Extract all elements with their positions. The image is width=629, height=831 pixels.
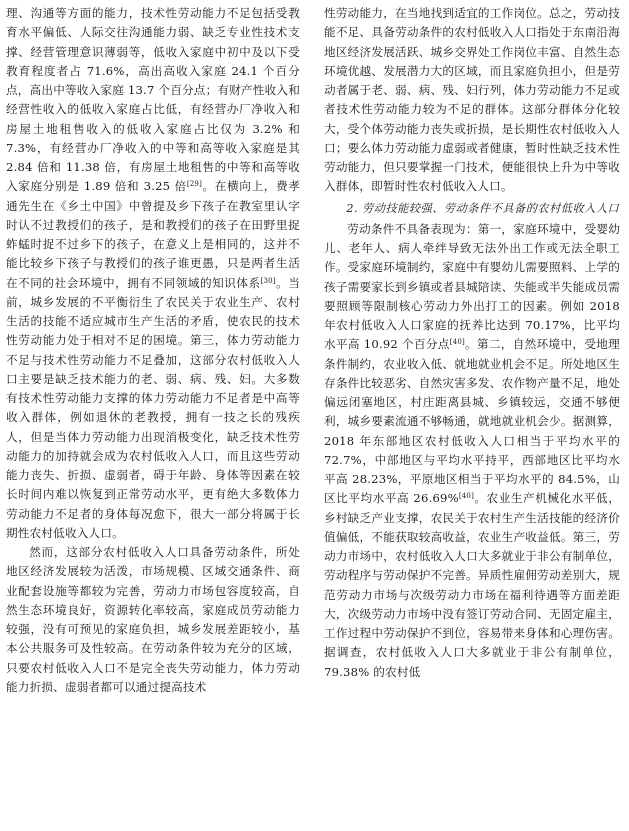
left-column bbox=[6, 4, 300, 697]
left-p1-text-c: 。当前，城乡发展的不平衡衍生了农民关于农业生产、农村生活的技能不适应城市生产生活的矛盾，使农民的技术性劳动能力处于相对不足的困境。第三，体力劳动能力不足与技术性劳动能力不足叠加，这部分农村低收入人口主要是缺乏技术能力的老、弱、病、残、妇。大多数有技术性劳动能力支撑的体力劳动能力不足者是中高等收入群体，例如退休的老教授，拥有一技之长的残疾人，但是当体力劳动能力出现消极变化，缺乏技术性劳动能力的加持就会成为农村低收入人口，而且这些劳动能力丧失、折损、虚弱者，碍于年龄、身体等因素在较长时间内难以恢复到正常劳动水平，更有绝大多数体力劳动能力不足者的身体每况愈下，很大一部分将属于长期性农村低收入人口。 bbox=[6, 275, 300, 540]
left-paragraph-2: 然而，这部分农村低收入人口具备劳动条件，所处地区经济发展较为活泼，市场规模、区域交通条件、商业配套设施等都较为完善，劳动力市场包容度较高，自然生态环境良好，资源转化率较高，家庭成员劳动能力较强，没有可预见的家庭负担，城乡发展差距较小，基本公共服务可及性较高。在劳动条件较为充分的区域，只要农村低收入人口不是完全丧失劳动能力，体力劳动能力折损、虚弱者都可以通过提高技术 bbox=[6, 545, 300, 694]
left-paragraph-1 bbox=[6, 4, 300, 543]
citation-29: [29] bbox=[186, 180, 202, 189]
citation-30: [30] bbox=[260, 276, 276, 285]
right-paragraph-1: 性劳动能力，在当地找到适宜的工作岗位。总之，劳动技能不足、具备劳动条件的农村低收入人口指处于东南沿海地区经济发展活跃、城乡交界处工作岗位丰富、自然生态环境优越、发展潜力大的区域，而且家庭负担小，但是劳动者属于老、弱、病、残、妇行列，体力劳动能力不足或者技术性劳动能力较为不足的群体。这部分群体分化较大，受个体劳动能力丧失或折损，是长期性农村低收入人口；要么体力劳动能力虚弱或者健康，暂时性缺乏技术性劳动能力，但只要掌握一门技术，便能很快上升为中等收入群体，即暂时性农村低收入人口。 bbox=[324, 6, 620, 194]
right-column bbox=[324, 4, 620, 682]
citation-40-a: [40] bbox=[449, 338, 465, 347]
right-paragraph-2 bbox=[324, 220, 620, 682]
left-p1-text-a: 理、沟通等方面的能力，技术性劳动能力不足包括受教育水平偏低、人际交往沟通能力弱、缺乏专业性技术支撑、经营管理意识薄弱等，低收入家庭中初中及以下受教育程度者占 71.6%，高出高收入家庭 24.1 个百分点，高出中等收入家庭 13.7 个百分点；有财产性收入和经营性收入的低收入家庭占比低，有经营办厂净收入和房屋土地租售收入的低收入家庭占比仅为 3.2% 和 7.3%，有经营办厂净收入的中等和高等收入家庭是其 2.84 倍和 11.38 倍，有房屋土地租售的中等和高等收入家庭分别是 1.89 倍和 3.25 倍 bbox=[6, 6, 300, 194]
left-p1-text-b: 。在横向上，费孝通先生在《乡土中国》中曾提及乡下孩子在教室里认字时认不过教授们的孩子，是和教授们的孩子在田野里捉蚱蜢时捉不过乡下的孩子，在意义上是相同的，这并不能比较乡下孩子与教授们的孩子谁更愚，只是两者生活在不同的社会环境中，拥有不同领域的知识体系 bbox=[6, 179, 300, 290]
section-heading: 2. 劳动技能较强、劳动条件不具备的农村低收入人口 bbox=[346, 201, 620, 215]
right-p2-text-b: 。第二，自然环境中，受地理条件制约，农业收入低、就地就业机会不足。所处地区生存条件比较恶劣、自然灾害多发、农作物产量不足，地处偏远闭塞地区，村庄距离县城、乡镇较远，交通不够便利，城乡要素流通不够畅通，就地就业机会少。据测算，2018 年东部地区农村低收入人口相当于平均水平的 72.7%，中部地区与平均水平持平，西部地区比平均水平高 28.23%，平原地区相当于平均水平的 84.5%，山区比平均水平高 26.69% bbox=[324, 337, 620, 506]
citation-40-b: [40] bbox=[458, 492, 474, 501]
right-p2-text-c: 。农业生产机械化水平低，乡村缺乏产业支撑，农民关于农村生产生活技能的经济价值偏低，不能获取较高收益，农业生产收益低。第三，劳动力市场中，农村低收入人口大多就业于非公有制单位，劳动程序与劳动保护不完善。异质性雇佣劳动差别大，规范劳动力市场与次级劳动力市场在福利待遇等方面差距大，次级劳动力市场中没有签订劳动合同、无固定雇主，工作过程中劳动保护不到位，容易带来身体和心理伤害。据调查，农村低收入人口大多就业于非公有制单位，79.38% 的农村低 bbox=[324, 491, 620, 679]
right-p2-text-a: 劳动条件不具备表现为：第一，家庭环境中，受婴幼儿、老年人、病人牵绊导致无法外出工作或无法全职工作。受家庭环境制约，家庭中有婴幼儿需要照料、上学的孩子需要家长到乡镇或者县城陪读、失能或半失能成员需要照顾等限制核心劳动力外出打工的因素。例如 2018 年农村低收入人口家庭的抚养比达到 70.17%，比平均水平高 10.92 个百分点 bbox=[324, 221, 620, 352]
